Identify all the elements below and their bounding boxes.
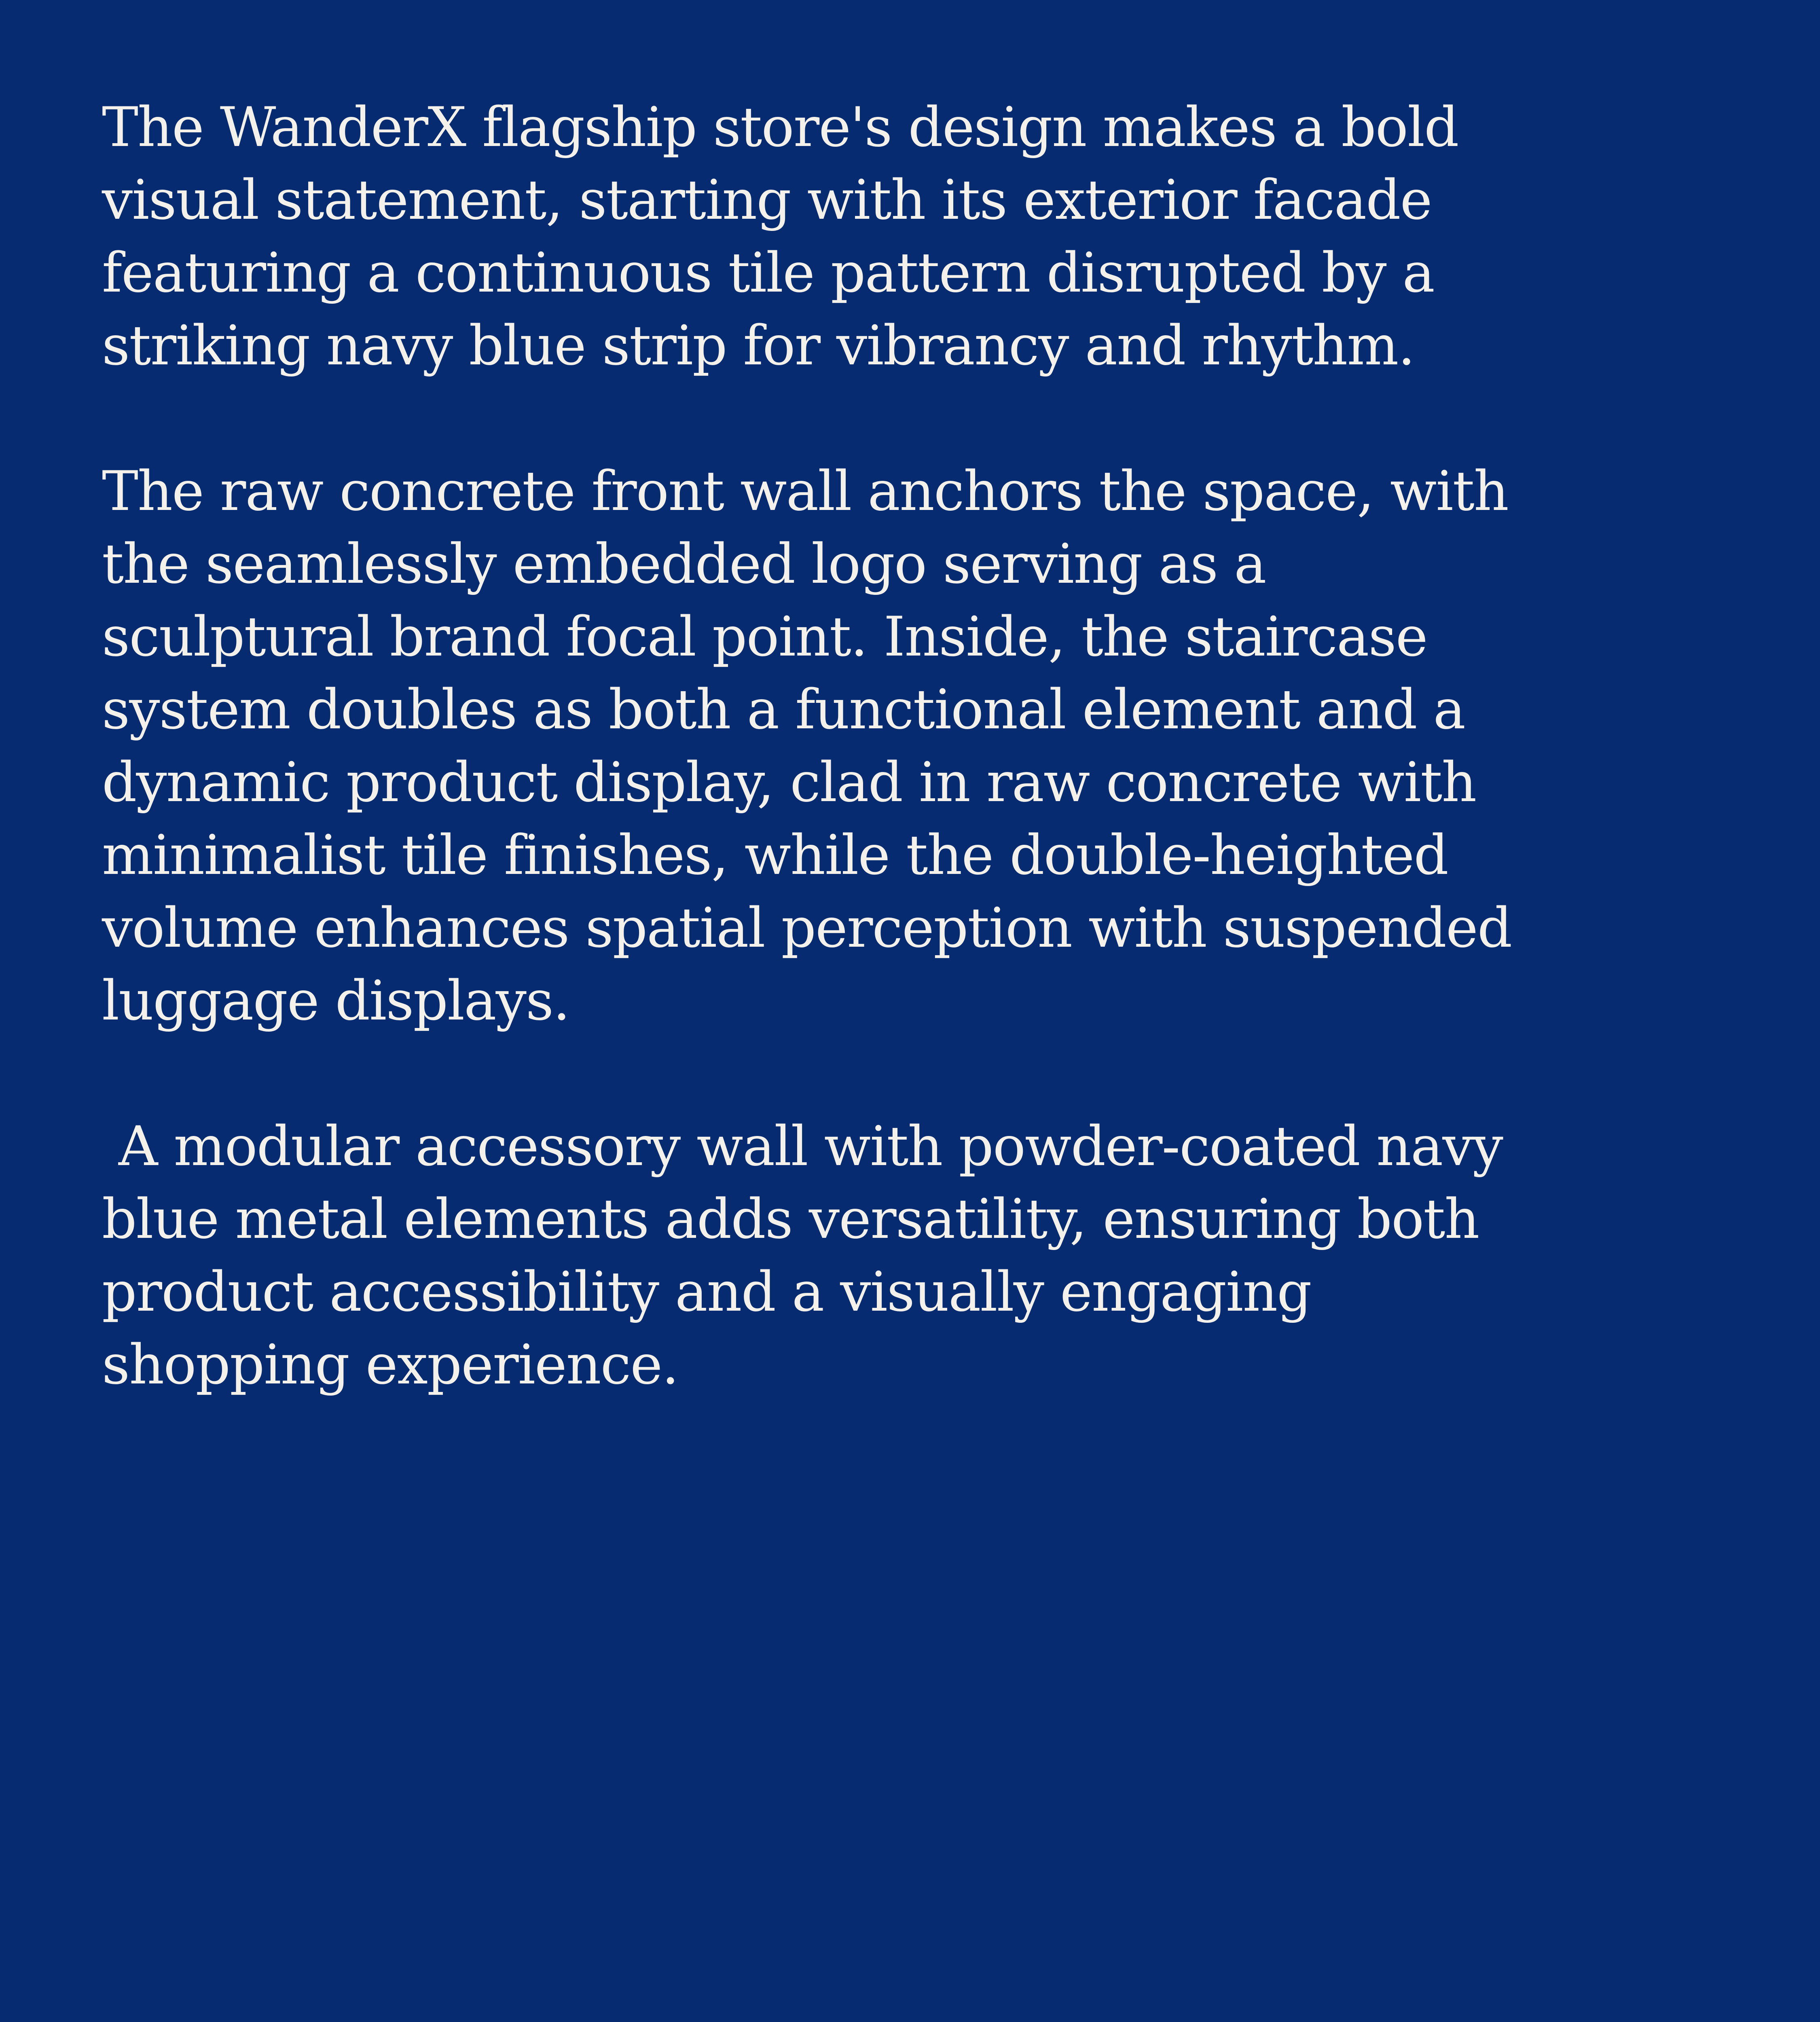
paragraph-line: striking navy blue strip for vibrancy and rhythm.: [102, 314, 1415, 377]
body-text: [102, 91, 1512, 1474]
paragraph-line: product accessibility and a visually engaging: [102, 1260, 1311, 1324]
paragraph-2: [102, 455, 1512, 1037]
paragraph-line: blue metal elements adds versatility, ensuring both: [102, 1187, 1479, 1251]
paragraph-line: minimalist tile finishes, while the double-heighted: [102, 823, 1448, 887]
paragraph-line: The WanderX flagship store's design makes a bold: [102, 95, 1458, 159]
paragraph-line: visual statement, starting with its exterior facade: [102, 168, 1432, 232]
paragraph-3: [102, 1110, 1503, 1401]
paragraph-line: sculptural brand focal point. Inside, the staircase: [102, 605, 1427, 668]
paragraph-line: system doubles as both a functional element and a: [102, 678, 1465, 741]
paragraph-line: shopping experience.: [102, 1333, 679, 1396]
paragraph-line: the seamlessly embedded logo serving as a: [102, 532, 1266, 596]
paragraph-line: dynamic product display, clad in raw concrete with: [102, 751, 1476, 814]
paragraph-line: A modular accessory wall with powder-coated navy: [102, 1115, 1503, 1178]
paragraph-1: [102, 91, 1497, 382]
paragraph-line: featuring a continuous tile pattern disrupted by a: [102, 241, 1434, 305]
paragraph-line: The raw concrete front wall anchors the space, with: [102, 459, 1508, 523]
paragraph-line: luggage displays.: [102, 969, 570, 1032]
paragraph-line: volume enhances spatial perception with suspended: [102, 896, 1512, 960]
